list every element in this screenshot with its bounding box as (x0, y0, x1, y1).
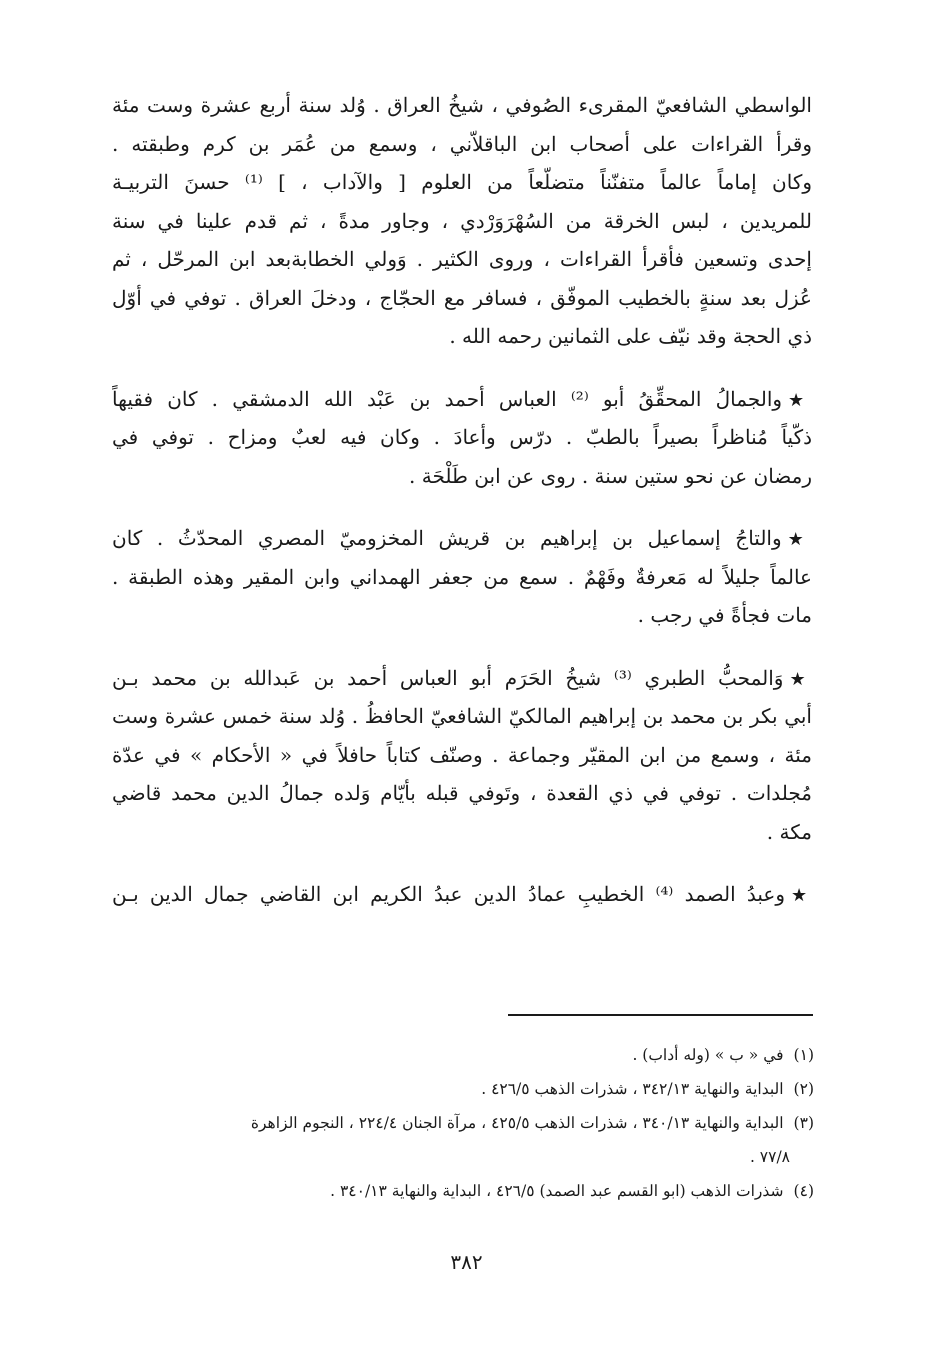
footnote-divider (508, 1014, 813, 1016)
text-line: الواسطي الشافعيّ المقرىء الصُوفي ، شيخُ العراق . وُلد سنة أربع عشرة وست مئة (112, 93, 812, 117)
text-line-content: وَالمحبُّ الطبري ⁽³⁾ شيخُ الحَرَم أبو العباس أحمد بن عَبدالله بن محمد بـن (112, 665, 784, 690)
main-text (112, 86, 812, 938)
footnote-number: (٢) (793, 1080, 814, 1098)
text-line: عالماً جليلاً له مَعرفةٌ وفَهْمٌ . سمع من جعفر الهمداني وابن المقير وهذه الطبقة . (112, 564, 812, 589)
text-line: وكان إماماً عالماً متفنّناً متضلّعاً من العلوم [ والآداب ، ] ⁽¹⁾ حسنَ التربيـة (112, 170, 812, 194)
text-line: ذكّياً مُناظراً بصيراً بالطبّ . درّس وأعادَ . وكان فيه لعبٌ ومزاح . توفي في (112, 425, 812, 449)
star-icon: ★ (788, 389, 812, 411)
text-line-content: والجمالُ المحقِّقُ أبو ⁽²⁾ العباس أحمد بن عَبْد الله الدمشقي . كان فقيهاً (112, 386, 783, 411)
text-line: مات فجأةً في رجب . (637, 603, 812, 627)
paragraph-wasiti (112, 86, 812, 356)
paragraph-abd-al-samad (112, 875, 812, 914)
star-icon: ★ (787, 529, 812, 550)
text-line (112, 519, 812, 558)
text-line (112, 380, 812, 419)
page-number: ٣٨٢ (450, 1250, 483, 1274)
text-line-content: وعبدُ الصمد ⁽⁴⁾ الخطيبِ عمادُ الدين عبدُ الكريم ابن القاضي جمال الدين بـن (112, 882, 785, 906)
footnote-number: (٣) (793, 1114, 814, 1132)
text-line-content: والتاجُ إسماعيل بن إبراهيم بن قريش المخزوميّ المصري المحدّثُ . كان (112, 526, 782, 550)
footnotes (112, 1038, 814, 1208)
paragraph-jamal (112, 380, 812, 496)
star-icon: ★ (789, 668, 812, 690)
text-line: للمريدين ، لبس الخرقة من السُهْرَوَرْدي ، وجاور مدةً ، ثم قدم علينا في سنة (112, 208, 812, 233)
text-line (112, 659, 812, 698)
paragraph-taj (112, 519, 812, 635)
text-line: عُزل بعد سنةٍ بالخطيب الموفّق ، فسافر مع الحجّاج ، ودخلَ العراق . توفي في أوّل (112, 285, 812, 310)
text-line (112, 875, 812, 914)
footnote (112, 1038, 814, 1072)
footnote (112, 1174, 814, 1208)
text-line: رمضان عن نحو ستين سنة . روى عن ابن طَلْحَة . (409, 463, 812, 488)
footnote-text: شذرات الذهب (ابو القسم عبد الصمد) ٤٢٦/٥ ، البداية والنهاية ٣٤٠/١٣ . (330, 1182, 784, 1200)
footnote-text: في « ب » (وله أداب) . (632, 1046, 784, 1064)
footnote-number: (١) (793, 1046, 814, 1064)
text-line: ذي الحجة وقد نيّف على الثمانين رحمه الله . (449, 324, 812, 348)
text-line: مكة . (766, 819, 812, 844)
footnote (112, 1072, 814, 1106)
footnote-text: البداية والنهاية ٣٤٢/١٣ ، شذرات الذهب ٤٢٦/٥ . (481, 1080, 784, 1098)
text-line: وقرأ القراءات على أصحاب ابن الباقلاّني ، وسمع من عُمَر بن كرم وطبقته . (112, 131, 812, 156)
text-line: مئة ، وسمع من ابن المقيّر وجماعة . وصنّف كتاباً حافلاً في « الأحكام » في عدّة (112, 742, 812, 767)
text-line: مُجلدات . توفي في ذي القعدة ، وتَوفي قبله بأيّام وَلده جمالُ الدين محمد قاضي (112, 781, 812, 805)
text-line: أبي بكر بن محمد بن إبراهيم المالكيّ الشافعيّ الحافظُ . وُلد سنة خمس عشرة وست (112, 704, 812, 728)
footnote (112, 1106, 814, 1140)
footnote-continuation: ٧٧/٨ . (749, 1148, 790, 1166)
text-line: إحدى وتسعين فأقرأ القراءات ، وروى الكثير . وَولي الخطابةبعد ابن المرحّل ، ثم (112, 247, 812, 271)
footnote-text: البداية والنهاية ٣٤٠/١٣ ، شذرات الذهب ٤٢٥/٥ ، مرآة الجنان ٢٢٤/٤ ، النجوم الزاهرة (250, 1114, 784, 1132)
star-icon: ★ (790, 885, 812, 906)
footnote-number: (٤) (793, 1182, 814, 1200)
paragraph-muhibb (112, 659, 812, 852)
